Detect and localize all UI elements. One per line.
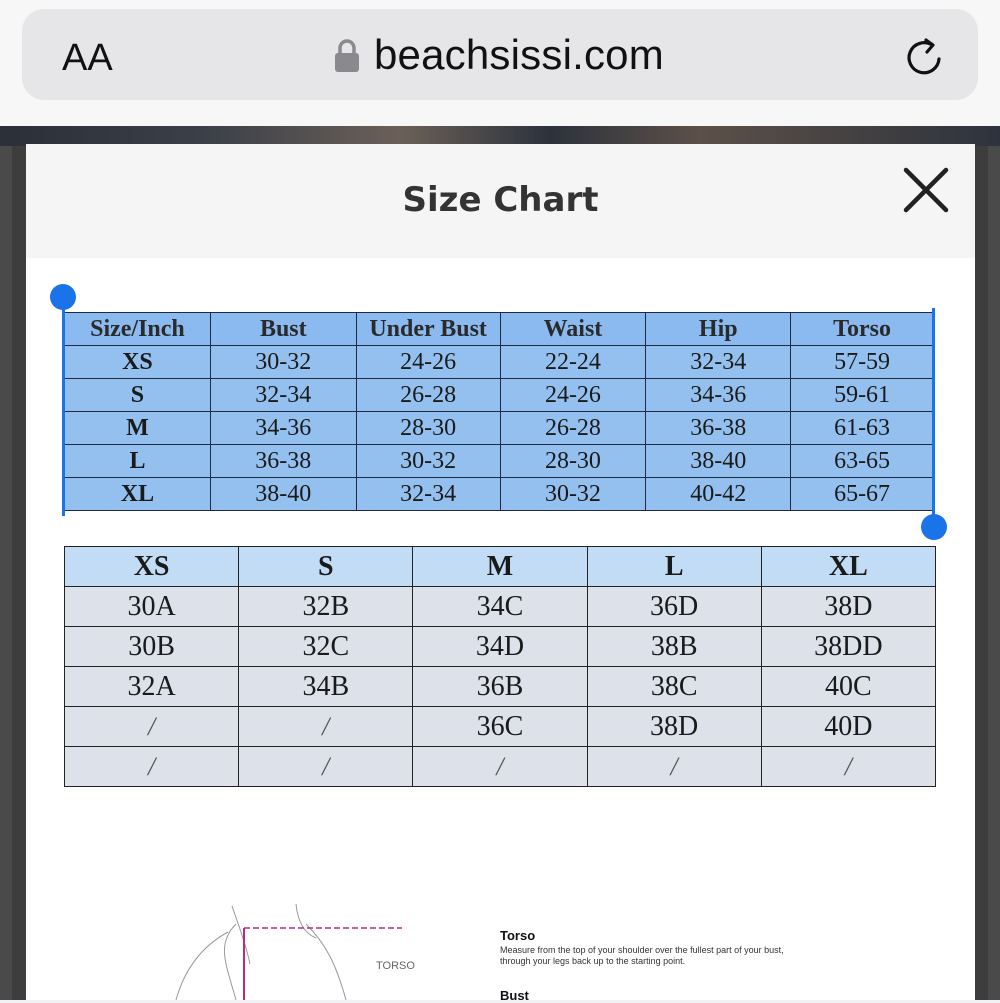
table-row xyxy=(65,412,934,445)
torso-description: Measure from the top of your shoulder over the fullest part of your bust, through your legs back up to the starting point. xyxy=(500,945,784,966)
table-row xyxy=(65,379,934,412)
table-row xyxy=(65,667,936,707)
selection-handle-end[interactable] xyxy=(921,514,947,540)
cup-header-row xyxy=(65,547,936,587)
measurements-cell: 32-34 xyxy=(356,478,500,511)
cup-cell: 34B xyxy=(239,667,413,707)
table-row xyxy=(65,627,936,667)
selection-edge-left xyxy=(62,308,65,516)
address-bar[interactable] xyxy=(22,9,978,100)
measurements-header-row xyxy=(65,313,934,346)
measurements-cell: 38-40 xyxy=(210,478,356,511)
measurements-cell: 34-36 xyxy=(646,379,791,412)
measurements-cell: L xyxy=(65,445,211,478)
measurements-cell: 30-32 xyxy=(210,346,356,379)
table-row xyxy=(65,747,936,787)
cup-cell: 34D xyxy=(413,627,587,667)
cup-cell: / xyxy=(587,747,761,787)
measurements-cell: XL xyxy=(65,478,211,511)
measurements-cell: 63-65 xyxy=(791,445,934,478)
table-row xyxy=(65,707,936,747)
cup-header-cell: L xyxy=(587,547,761,587)
cup-cell: 38D xyxy=(587,707,761,747)
cup-cell: 38DD xyxy=(761,627,935,667)
cup-cell: 34C xyxy=(413,587,587,627)
modal-header xyxy=(26,144,975,258)
table-row xyxy=(65,346,934,379)
overlay-edge-left xyxy=(0,146,12,1000)
selection-handle-start[interactable] xyxy=(50,284,76,310)
measurements-cell: 40-42 xyxy=(646,478,791,511)
measurements-cell: S xyxy=(65,379,211,412)
cup-cell: 32C xyxy=(239,627,413,667)
table-row xyxy=(65,587,936,627)
cup-header-cell: M xyxy=(413,547,587,587)
measurements-table xyxy=(64,312,934,511)
measurements-cell: 57-59 xyxy=(791,346,934,379)
cup-cell: / xyxy=(65,747,239,787)
overlay-edge-right xyxy=(988,146,1000,1000)
measurements-cell: 34-36 xyxy=(210,412,356,445)
measurements-cell: 24-26 xyxy=(356,346,500,379)
measurements-header-cell: Torso xyxy=(791,313,934,346)
measurements-header-cell: Under Bust xyxy=(356,313,500,346)
measurements-cell: 36-38 xyxy=(646,412,791,445)
cup-cell: / xyxy=(239,747,413,787)
measurements-header-cell: Hip xyxy=(646,313,791,346)
table-row xyxy=(65,478,934,511)
background-photo xyxy=(0,126,1000,146)
bust-heading: Bust xyxy=(500,988,529,1003)
torso-instructions xyxy=(500,928,800,967)
measurements-header-cell: Waist xyxy=(500,313,646,346)
cup-header-cell: XS xyxy=(65,547,239,587)
measurements-header-cell: Size/Inch xyxy=(65,313,211,346)
measurements-cell: 32-34 xyxy=(210,379,356,412)
lock-icon xyxy=(334,39,360,73)
measurements-cell: 59-61 xyxy=(791,379,934,412)
cup-cell: 38C xyxy=(587,667,761,707)
torso-diagram-label: TORSO xyxy=(376,960,415,972)
cup-cell: 36D xyxy=(587,587,761,627)
cup-cell: / xyxy=(761,747,935,787)
cup-cell: 38B xyxy=(587,627,761,667)
reload-icon[interactable] xyxy=(902,35,946,79)
measurements-cell: M xyxy=(65,412,211,445)
close-icon[interactable] xyxy=(900,164,952,216)
cup-cell: / xyxy=(413,747,587,787)
url-text[interactable]: beachsissi.com xyxy=(374,31,664,78)
cup-cell: 30A xyxy=(65,587,239,627)
torso-heading: Torso xyxy=(500,928,536,943)
measurements-cell: 24-26 xyxy=(500,379,646,412)
measurements-cell: 28-30 xyxy=(500,445,646,478)
cup-cell: 36B xyxy=(413,667,587,707)
cup-cell: 32A xyxy=(65,667,239,707)
cup-header-cell: XL xyxy=(761,547,935,587)
measurements-cell: 30-32 xyxy=(500,478,646,511)
cup-cell: 30B xyxy=(65,627,239,667)
cup-header-cell: S xyxy=(239,547,413,587)
measurements-cell: 65-67 xyxy=(791,478,934,511)
measurements-cell: XS xyxy=(65,346,211,379)
cup-cell: / xyxy=(239,707,413,747)
measurements-header-cell: Bust xyxy=(210,313,356,346)
selection-edge-right xyxy=(932,308,935,516)
measurements-cell: 22-24 xyxy=(500,346,646,379)
size-chart-modal xyxy=(26,144,975,1003)
cup-cell: 40D xyxy=(761,707,935,747)
measurements-cell: 38-40 xyxy=(646,445,791,478)
cup-cell: / xyxy=(65,707,239,747)
cup-size-table xyxy=(64,546,936,787)
body-measurement-diagram xyxy=(166,904,486,1000)
browser-toolbar xyxy=(0,0,1000,126)
modal-title: Size Chart xyxy=(402,180,599,220)
measurements-cell: 32-34 xyxy=(646,346,791,379)
measurements-cell: 28-30 xyxy=(356,412,500,445)
text-size-button[interactable]: AA xyxy=(62,37,113,79)
measurements-cell: 61-63 xyxy=(791,412,934,445)
cup-cell: 32B xyxy=(239,587,413,627)
cup-cell: 36C xyxy=(413,707,587,747)
measurements-cell: 26-28 xyxy=(500,412,646,445)
table-row xyxy=(65,445,934,478)
cup-cell: 38D xyxy=(761,587,935,627)
measurements-cell: 36-38 xyxy=(210,445,356,478)
measurements-cell: 30-32 xyxy=(356,445,500,478)
measurements-cell: 26-28 xyxy=(356,379,500,412)
cup-cell: 40C xyxy=(761,667,935,707)
